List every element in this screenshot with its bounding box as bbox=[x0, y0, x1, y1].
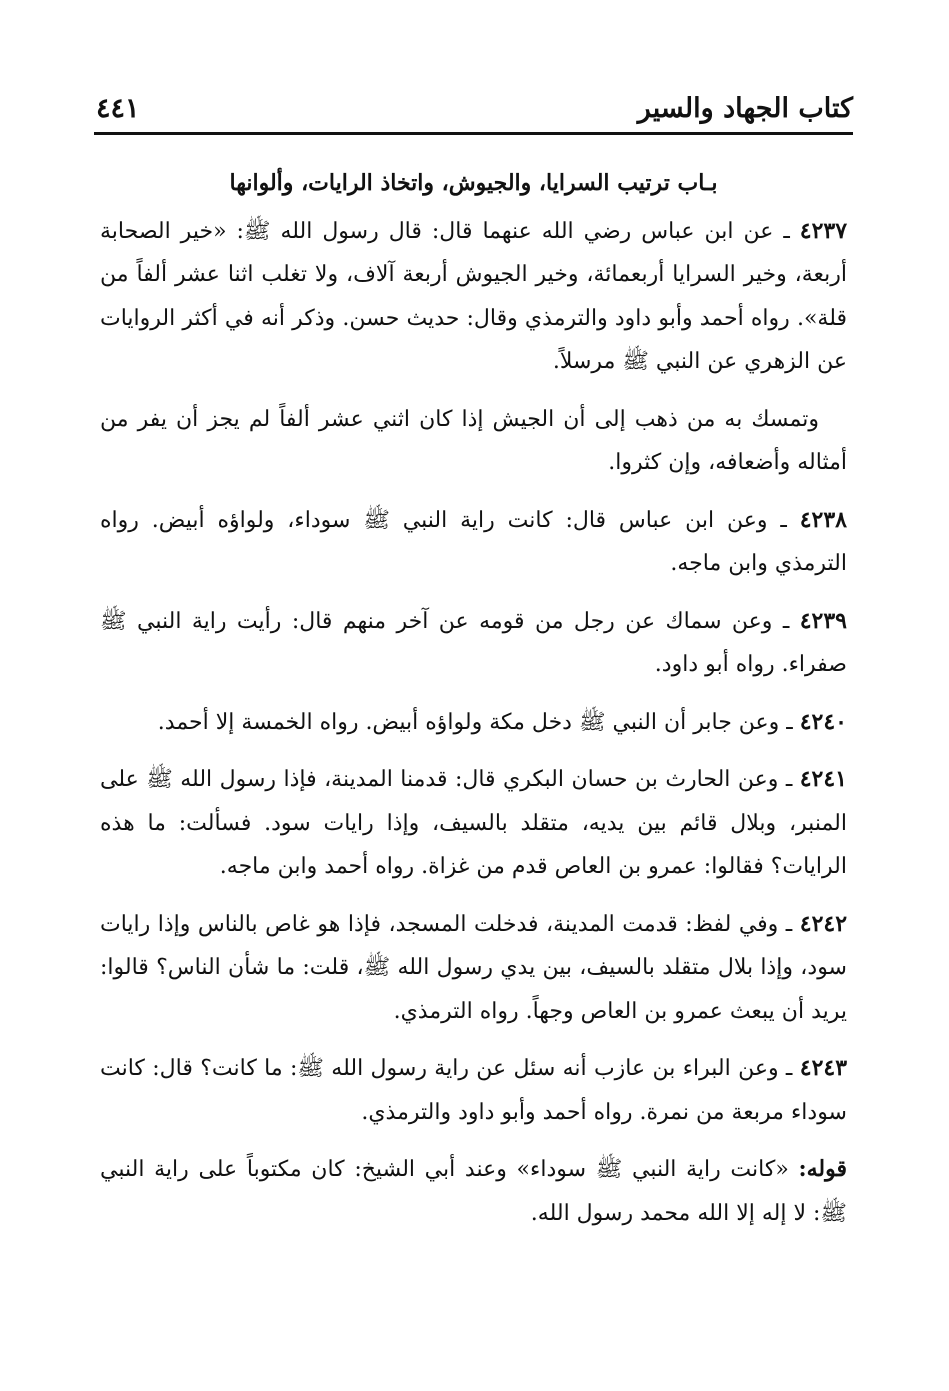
hadith-text: ـ وعن الحارث بن حسان البكري قال: قدمنا المدينة، فإذا رسول الله ﷺ على المنبر، وبلال قائم بين يديه، متقلد بالسيف، وإذا رايات سود. فسألت: ما هذه الرايات؟ فقالوا: عمرو بن العاص قدم من غزاة. رواه أحمد وابن ماجه. bbox=[100, 767, 847, 879]
hadith-4240 bbox=[100, 701, 847, 745]
hadith-4242 bbox=[100, 903, 847, 1034]
hadith-4237 bbox=[100, 210, 847, 384]
hadith-number: ٤٢٣٧ bbox=[799, 217, 848, 244]
commentary-lead: قوله: bbox=[798, 1156, 847, 1182]
hadith-4239 bbox=[100, 600, 847, 687]
hadith-text: ـ وعن البراء بن عازب أنه سئل عن راية رسول الله ﷺ: ما كانت؟ قال: كانت سوداء مربعة من نمرة. رواه أحمد وأبو داود والترمذي. bbox=[100, 1056, 847, 1125]
running-header bbox=[96, 80, 853, 124]
commentary-text: «كانت راية النبي ﷺ سوداء» وعند أبي الشيخ: كان مكتوباً على راية النبي ﷺ: لا إله إلا الله محمد رسول الله. bbox=[100, 1157, 847, 1226]
page-content bbox=[100, 162, 847, 1249]
hadith-text: ـ وفي لفظ: قدمت المدينة، فدخلت المسجد، فإذا هو غاص بالناس وإذا رايات سود، وإذا بلال متقلد بالسيف، بين يدي رسول الله ﷺ، قلت: ما شأن الناس؟ قالوا: يريد أن يبعث عمرو بن العاص وجهاً. رواه الترمذي. bbox=[100, 911, 847, 1024]
hadith-text: ـ عن ابن عباس رضي الله عنهما قال: قال رسول الله ﷺ: «خير الصحابة أربعة، وخير السرايا أربعمائة، وخير الجيوش أربعة آلاف، ولا تغلب اثنا عشر ألفاً من قلة». رواه أحمد وأبو داود والترمذي وقال: حديث حسن. وذكر أنه في أكثر الروايات عن الزهري عن النبي ﷺ مرسلاً. bbox=[100, 218, 847, 374]
explanation-paragraph bbox=[100, 398, 847, 485]
hadith-number: ٤٢٤٣ bbox=[799, 1055, 848, 1081]
hadith-number: ٤٢٤٢ bbox=[799, 910, 848, 937]
hadith-text: ـ وعن جابر أن النبي ﷺ دخل مكة ولواؤه أبيض. رواه الخمسة إلا أحمد. bbox=[157, 709, 793, 735]
hadith-number: ٤٢٤٠ bbox=[799, 708, 847, 735]
hadith-4238 bbox=[100, 499, 847, 586]
commentary-paragraph bbox=[100, 1148, 847, 1235]
hadith-number: ٤٢٣٨ bbox=[799, 506, 847, 533]
hadith-text: ـ وعن ابن عباس قال: كانت راية النبي ﷺ سوداء، ولواؤه أبيض. رواه الترمذي وابن ماجه. bbox=[100, 507, 847, 576]
hadith-4243 bbox=[100, 1047, 847, 1134]
book-title: كتاب الجهاد والسير bbox=[637, 93, 853, 124]
header-rule bbox=[94, 132, 853, 135]
chapter-title: بـاب ترتيب السرايا، والجيوش، واتخاذ الرايات، وألوانها bbox=[229, 170, 718, 196]
hadith-number: ٤٢٤١ bbox=[799, 766, 847, 792]
page-number: ٤٤١ bbox=[96, 93, 140, 124]
hadith-4241 bbox=[100, 758, 847, 889]
explanation-text: وتمسك به من ذهب إلى أن الجيش إذا كان اثني عشر ألفاً لم يجز أن يفر من أمثاله وأضعافه، وإن كثروا. bbox=[100, 406, 847, 475]
hadith-number: ٤٢٣٩ bbox=[799, 607, 847, 634]
hadith-text: ـ وعن سماك عن رجل من قومه عن آخر منهم قال: رأيت راية النبي ﷺ صفراء. رواه أبو داود. bbox=[100, 608, 847, 677]
